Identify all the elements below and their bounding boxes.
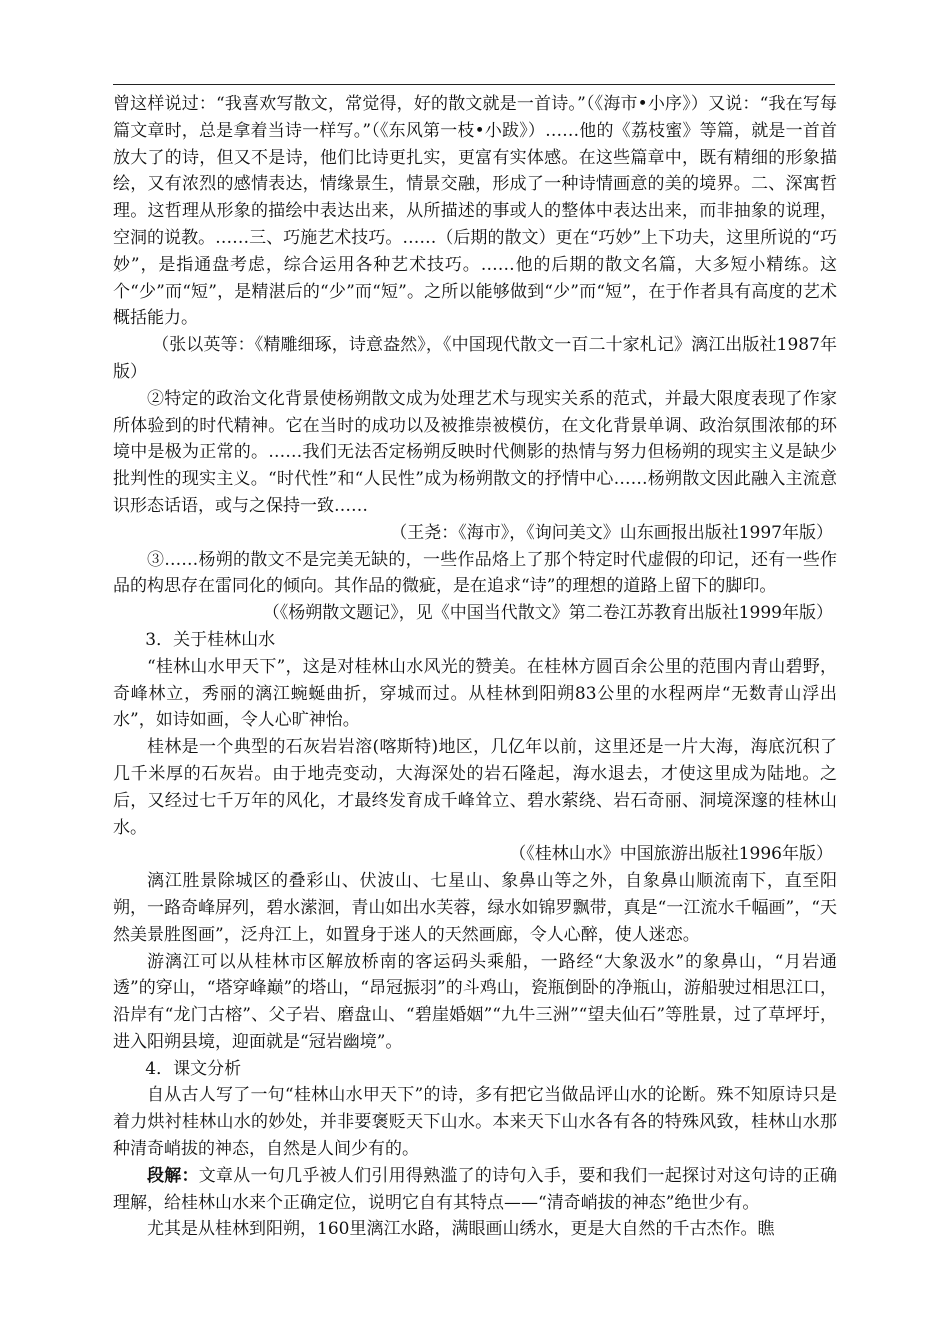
paragraph-analysis-2: 尤其是从桂林到阳朔，160里漓江水路，满眼画山绣水，更是大自然的千古杰作。瞧 (147, 1219, 775, 1240)
duanjie-text: 文章从一句几乎被人们引用得熟滥了的诗句入手，要和我们一起探讨对这句诗的正确理解，给桂林山水来个正确定位，说明它自有其特点——“清奇峭拔的神态”绝世少有。 (113, 1165, 838, 1213)
citation-guilin-book: （《桂林山水》中国旅游出版社1996年版） (509, 844, 833, 865)
citation-zhang-yiying: （张以英等：《精雕细琢，诗意盎然》，《中国现代散文一百二十家札记》漓江出版社1987年版） (113, 335, 837, 382)
paragraph-critique-3: ③……杨朔的散文不是完美无缺的，一些作品烙上了那个特定时代虚假的印记，还有一些作品的构思存在雷同化的倾向。其作品的微疵，是在追求“诗”的理想的道路上留下的脚印。 (113, 549, 837, 597)
duanjie-label: 段解： (147, 1165, 199, 1186)
paragraph-lijiang-scenery: 漓江胜景除城区的叠彩山、伏波山、七星山、象鼻山等之外，自象鼻山顺流南下，直至阳朔，一路奇峰屏列，碧水潆洄，青山如出水芙蓉，绿水如锦罗飘带，真是“一江流水千幅画”，“天然美景胜图画”，泛舟江上，如置身于迷人的天然画廊，令人心醉，使人迷恋。 (113, 871, 837, 945)
paragraph-guilin-intro: “桂林山水甲天下”，这是对桂林山水风光的赞美。在桂林方圆百余公里的范围内青山碧野，奇峰林立，秀丽的漓江蜿蜒曲折，穿城而过。从桂林到阳朔83公里的水程两岸“无数青山浮出水”，如诗如画，令人心旷神怡。 (113, 656, 837, 731)
paragraph-guilin-karst: 桂林是一个典型的石灰岩岩溶(喀斯特)地区，几亿年以前，这里还是一片大海，海底沉积了几千米厚的石灰岩。由于地壳变动，大海深处的岩石隆起，海水退去，才使这里成为陆地。之后，又经过七千万年的风化，才最终发育成千峰耸立、碧水萦绕、岩石奇丽、洞境深邃的桂林山水。 (113, 737, 837, 838)
paragraph-analysis-1: 自从古人写了一句“桂林山水甲天下”的诗，多有把它当做品评山水的论断。殊不知原诗只是着力烘衬桂林山水的妙处，并非要褒贬天下山水。本来天下山水各有各的特殊风致，桂林山水那种清奇峭拔的神态，自然是人间少有的。 (113, 1085, 837, 1160)
document-body (113, 91, 837, 1243)
header-rule (113, 84, 835, 85)
section-heading-text-analysis: 4．课文分析 (145, 1058, 242, 1079)
paragraph-yang-shuo-poetry: 曾这样说过：“我喜欢写散文，常觉得，好的散文就是一首诗。”（《海市•小序》）又说：“我在写每篇文章时，总是拿着当诗一样写。”（《东风第一枝•小跋》）……他的《荔枝蜜》等篇，就是一首首放大了的诗，但又不是诗，他们比诗更扎实，更富有实体感。在这些篇章中，既有精细的形象描绘，又有浓烈的感情表达，情缘景生，情景交融，形成了一种诗情画意的美的境界。二、深寓哲理。这哲理从形象的描绘中表达出来，从所描述的事或人的整体中表达出来，而非抽象的说理，空洞的说教。……三、巧施艺术技巧。……（后期的散文）更在“巧妙”上下功夫，这里所说的“巧妙”，是指通盘考虑，综合运用各种艺术技巧。……他的后期的散文名篇，大多短小精练。这个“少”而“短”，是精湛后的“少”而“短”。之所以能够做到“少”而“短”，在于作者具有高度的艺术概括能力。 (113, 94, 837, 329)
section-heading-guilin: 3．关于桂林山水 (145, 629, 276, 650)
paragraph-duanjie (113, 1163, 837, 1217)
paragraph-lijiang-tour: 游漓江可以从桂林市区解放桥南的客运码头乘船，一路经“大象汲水”的象鼻山，“月岩通透”的穿山，“塔穿峰巅”的塔山，“昂冠振羽”的斗鸡山，瓷瓶倒卧的净瓶山，游船驶过相思江口，沿岸有“龙门古榕”、父子岩、磨盘山、“碧崖婚姻”“九牛三洲”“望夫仙石”等胜景，过了草坪圩，进入阳朔县境，迎面就是“冠岩幽境”。 (113, 951, 837, 1052)
citation-yang-shuo-prose: （《杨朔散文题记》，见《中国当代散文》第二卷江苏教育出版社1999年版） (262, 603, 833, 624)
citation-wang-yao: （王尧：《海市》，《询问美文》山东画报出版社1997年版） (390, 522, 833, 543)
paragraph-critique-2: ②特定的政治文化背景使杨朔散文成为处理艺术与现实关系的范式，并最大限度表现了作家所体验到的时代精神。它在当时的成功以及被推崇被模仿，在文化背景单调、政治氛围浓郁的环境中是极为正常的。……我们无法否定杨朔反映时代侧影的热情与努力但杨朔的现实主义是缺少批判性的现实主义。“时代性”和“人民性”成为杨朔散文的抒情中心……杨朔散文因此融入主流意识形态话语，或与之保持一致…… (113, 388, 837, 516)
